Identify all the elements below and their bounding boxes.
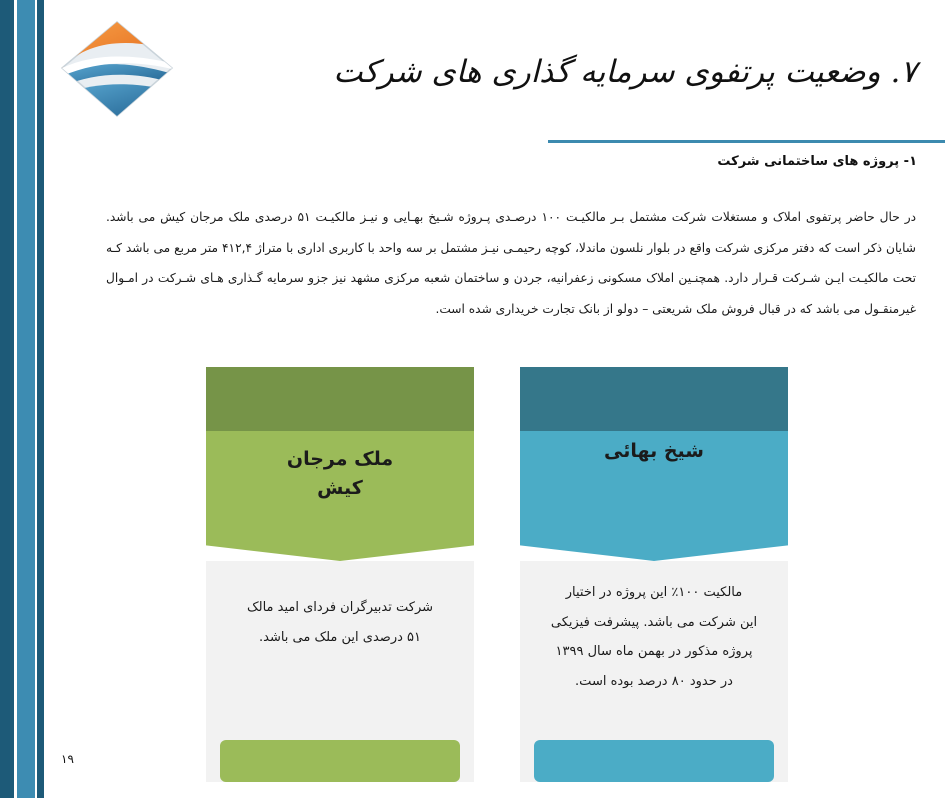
card-top-band bbox=[206, 367, 474, 431]
heading-rule bbox=[548, 140, 945, 143]
stripe-band-dark bbox=[0, 0, 14, 798]
card-text-line: پروژه مذکور در بهمن ماه سال ۱۳۹۹ bbox=[555, 644, 753, 659]
stripe-band-dark-inner bbox=[37, 0, 44, 798]
card-text-line: ۵۱ درصدی این ملک می باشد. bbox=[259, 629, 421, 645]
card-text-line: این شرکت می باشد. پیشرفت فیزیکی bbox=[550, 614, 758, 630]
card-title bbox=[206, 445, 474, 503]
left-decorative-stripe bbox=[0, 0, 48, 798]
card-text-line: در حدود ۸۰ درصد بوده است. bbox=[575, 673, 733, 689]
card-footer-bar bbox=[220, 740, 460, 782]
card-title: شیخ بهائی bbox=[604, 440, 704, 462]
body-paragraph: در حال حاضر پرتفوی املاک و مستغلات شرکت مشتمل بـر مالکیـت ۱۰۰ درصـدی پـروژه شـیخ بهـایی و نیـز مالکیـت ۵۱ درصدی ملک مرجان کیش می باشد. شایان ذکر است که دفتر مرکزی شرکت واقع در بلوار نلسون ماندلا، کوچه رحیمـی نیـز مشتمل بر سه واحد با کاربری اداری با متراژ ۴۱۲,۴ متر مربع می باشد کـه تحت مالکیـت ایـن شـرکت قـرار دارد. همچنـین املاک مسکونی زعفرانیه، جردن و ساختمان شعبه مرکزی مشهد نیز جزو سرمایه گـذاری هـای شـرکت در امـوال غیرمنقـول می باشد که در قبال فروش ملک شریعتی – دولو از بانک تجارت خریداری شده است. bbox=[106, 210, 917, 316]
card-text-line: مالکیت ۱۰۰٪ این پروژه در اختیار bbox=[565, 585, 743, 600]
card-text-line: شرکت تدبیرگران فردای امید مالک bbox=[246, 600, 434, 615]
stripe-band-light bbox=[17, 0, 35, 798]
card-marjan-kish bbox=[206, 367, 474, 782]
card-footer-bar bbox=[534, 740, 774, 782]
card-title-line: کیش bbox=[317, 477, 363, 499]
card-top-band bbox=[520, 367, 788, 431]
card-title-line: ملک مرجان bbox=[286, 448, 394, 470]
page-title: ۷. وضعیت پرتفوی سرمایه گذاری های شرکت bbox=[333, 54, 917, 90]
section-title: ۱- پروژه های ساختمانی شرکت bbox=[717, 154, 917, 169]
card-text bbox=[534, 578, 774, 696]
card-sheikh-bahaei bbox=[520, 367, 788, 782]
card-text bbox=[220, 593, 460, 652]
company-logo-icon bbox=[58, 20, 176, 120]
page-number: ۱۹ bbox=[61, 752, 74, 766]
